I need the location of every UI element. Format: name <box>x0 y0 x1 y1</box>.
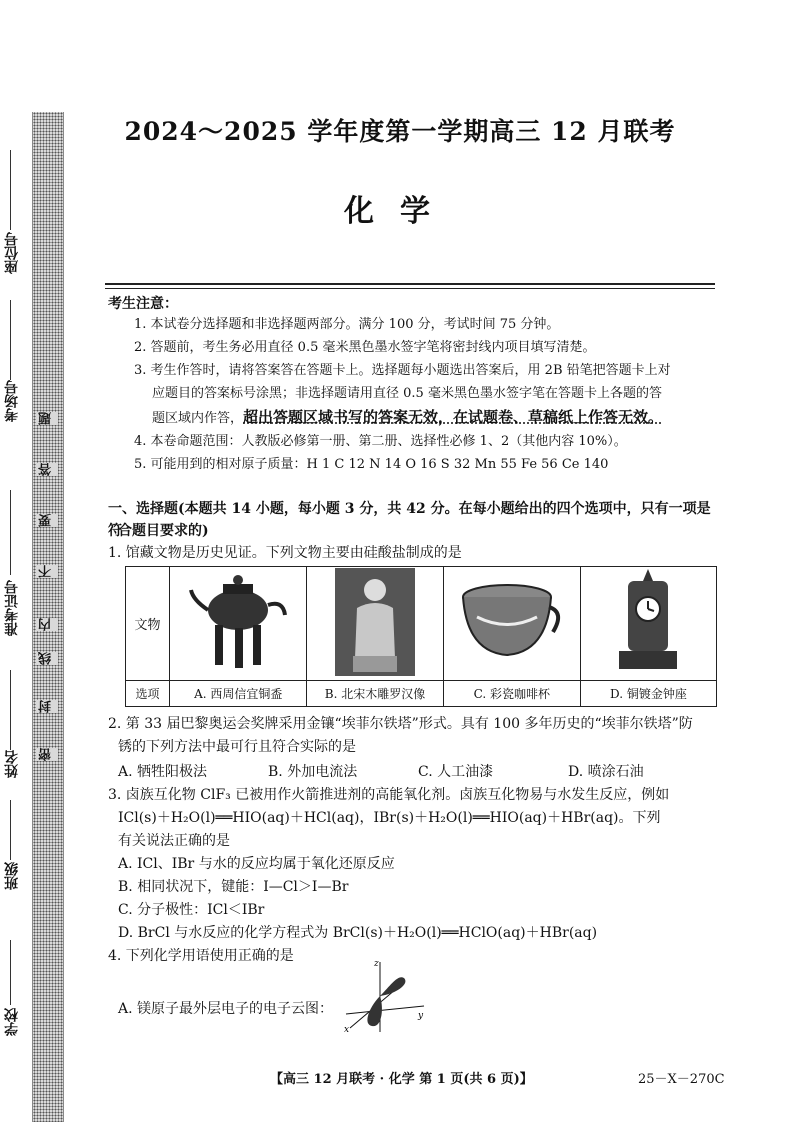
axis-z-label: z <box>374 959 379 969</box>
seal-char: 不 <box>36 565 58 578</box>
relic-image-wood-arhat <box>307 567 443 681</box>
q1-option-b: B. 北宋木雕罗汉像 <box>307 681 443 707</box>
field-line <box>10 490 11 575</box>
subject-title: 化学 <box>344 194 456 229</box>
field-name: 姓名 <box>4 750 20 778</box>
clock-icon <box>613 567 683 677</box>
field-seat-number: 座位号 <box>4 232 20 274</box>
field-exam-room: 考场号 <box>4 380 20 422</box>
seal-char: 密 <box>36 748 58 761</box>
notice-item-continued <box>152 406 717 430</box>
q1-option-d: D. 铜镀金钟座 <box>580 681 716 707</box>
row-label: 选项 <box>126 681 170 707</box>
relic-image-clock <box>580 567 716 681</box>
q2-option-d: D. 喷涂石油 <box>568 764 644 780</box>
question-2-stem: 2. 第 33 届巴黎奥运会奖牌采用金镶“埃菲尔铁塔”形式。具有 100 多年历史的“埃菲尔铁塔”防 <box>108 716 693 732</box>
wood-statue-icon <box>335 568 415 676</box>
seal-char: 封 <box>36 700 58 713</box>
field-line <box>10 800 11 860</box>
notice-item: 5. 可能用到的相对原子质量：H 1 C 12 N 14 O 16 S 32 Mn 55 Fe 56 Ce 140 <box>134 457 609 472</box>
field-class: 班级 <box>4 862 20 890</box>
page-footer: 【高三 12 月联考 · 化学 第 1 页(共 6 页)】 <box>270 1072 533 1087</box>
q4-option-a: A. 镁原子最外层电子的电子云图： <box>118 1001 334 1017</box>
seal-char: 线 <box>36 652 58 665</box>
question-3-stem: 有关说法正确的是 <box>118 833 230 849</box>
row-label: 文物 <box>126 567 170 681</box>
porcelain-cup-icon <box>457 577 567 667</box>
q3-option-d: D. BrCl 与水反应的化学方程式为 BrCl(s)＋H₂O(l)══HClO(aq)＋HBr(aq) <box>118 925 598 941</box>
notice-item: 4. 本卷命题范围：人教版必修第一册、第二册、选择性必修 1、2（其他内容 10%）。 <box>134 434 627 449</box>
q3-option-b: B. 相同状况下，键能：I—Cl＞I—Br <box>118 879 349 895</box>
axis-y-label: y <box>418 1011 424 1021</box>
section-heading: 合题目要求的) <box>118 523 209 539</box>
notice-heading: 考生注意： <box>108 296 178 312</box>
question-3-stem: 3. 卤族互化物 ClF₃ 已被用作火箭推进剂的高能氧化剂。卤族互化物易与水发生反应，例如 <box>108 787 670 803</box>
relic-image-coffee-cup <box>443 567 580 681</box>
notice-item-continued: 应题目的答案标号涂黑；非选择题请用直径 0.5 毫米黑色墨水签字笔在答题卡上各题的答 <box>152 386 662 401</box>
notice-emphasis: 超出答题区域书写的答案无效，在试题卷、草稿纸上作答无效。 <box>243 408 664 426</box>
seal-char: 内 <box>36 618 58 631</box>
q2-option-a: A. 牺牲阳极法 <box>118 764 208 780</box>
q3-option-c: C. 分子极性：ICl＜IBr <box>118 902 265 918</box>
question-4-stem: 4. 下列化学用语使用正确的是 <box>108 948 294 964</box>
binding-strip <box>32 112 64 1122</box>
field-school: 学校 <box>4 1008 20 1036</box>
relic-image-bronze-he <box>170 567 307 681</box>
electron-cloud-diagram <box>340 956 430 1036</box>
paper-code: 25－X－270C <box>638 1072 725 1087</box>
bronze-vessel-icon <box>183 570 293 675</box>
notice-item: 3. 考生作答时，请将答案答在答题卡上。选择题每小题选出答案后，用 2B 铅笔把答题卡上对 <box>134 363 671 378</box>
q2-option-c: C. 人工油漆 <box>418 764 494 780</box>
seal-char: 题 <box>36 412 58 425</box>
question-3-stem: ICl(s)＋H₂O(l)══HIO(aq)＋HCl(aq)，IBr(s)＋H₂O(l)══HIO(aq)＋HBr(aq)。下列 <box>118 810 661 826</box>
field-line <box>10 670 11 750</box>
notice-item: 2. 答题前，考生务必用直径 0.5 毫米黑色墨水签字笔将密封线内项目填写清楚。 <box>134 340 596 355</box>
seal-char: 要 <box>36 514 58 527</box>
q1-option-c: C. 彩瓷咖啡杯 <box>443 681 580 707</box>
field-line <box>10 300 11 380</box>
question-1-stem: 1. 馆藏文物是历史见证。下列文物主要由硅酸盐制成的是 <box>108 545 462 561</box>
q2-options <box>118 761 718 781</box>
exam-title: 2024～2025 学年度第一学期高三 12 月联考 <box>124 117 676 146</box>
notice-text: 题区域内作答， <box>152 411 244 426</box>
q3-option-a: A. ICl、IBr 与水的反应均属于氧化还原反应 <box>118 856 395 872</box>
q2-option-b: B. 外加电流法 <box>268 764 358 780</box>
q1-option-a: A. 西周信宜铜盉 <box>170 681 307 707</box>
divider <box>105 283 715 285</box>
relic-table <box>125 566 717 707</box>
section-heading: 一、选择题(本题共 14 小题，每小题 3 分，共 42 分。在每小题给出的四个选项中，只有一项是符 <box>108 501 711 539</box>
field-line <box>10 940 11 1005</box>
seal-char: 答 <box>36 463 58 476</box>
question-2-stem: 锈的下列方法中最可行且符合实际的是 <box>118 739 356 755</box>
divider <box>105 288 715 289</box>
axis-x-label: x <box>344 1025 350 1035</box>
field-admission-number: 准考证号 <box>4 580 20 636</box>
notice-item: 1. 本试卷分选择题和非选择题两部分。满分 100 分，考试时间 75 分钟。 <box>134 317 560 332</box>
